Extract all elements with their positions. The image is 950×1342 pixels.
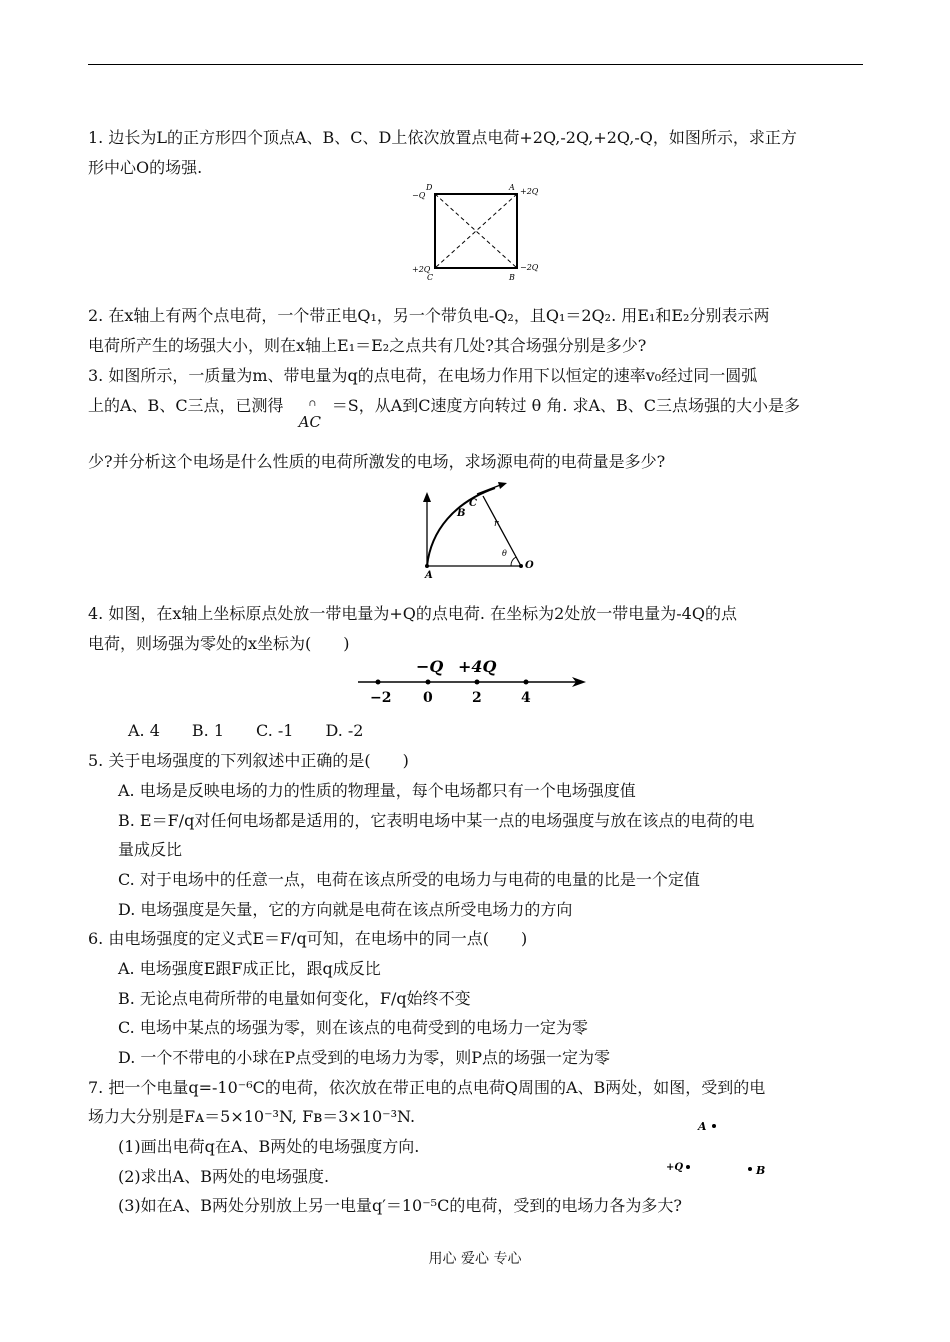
q5-option-b-line2: 量成反比 — [118, 840, 183, 859]
q5-stem: 5. 关于电场强度的下列叙述中正确的是( ) — [88, 751, 409, 770]
q6-option-a: A. 电场强度E跟F成正比，跟q成反比 — [118, 959, 381, 978]
point-o-label: O — [525, 560, 534, 571]
vertex-a-label: A — [509, 183, 515, 192]
q1-square-figure — [410, 182, 540, 282]
q7-line2: 场力大分别是Fᴀ＝5×10⁻³N, Fʙ＝3×10⁻³N. — [88, 1107, 416, 1126]
q3-line2-start: 上的A、B、C三点，已测得 — [88, 396, 284, 415]
radius-r-label: r — [494, 519, 499, 529]
q7-part2: (2)求出A、B两处的电场强度. — [118, 1167, 330, 1186]
charge-neg-q: −Q — [416, 657, 444, 676]
q6-option-d: D. 一个不带电的小球在P点受到的电场力为零，则P点的场强一定为零 — [118, 1048, 610, 1067]
q6-stem: 6. 由电场强度的定义式E＝F/q可知，在电场中的同一点( ) — [88, 929, 528, 948]
q5-option-b-line1: B. E＝F/q对任何电场都是适用的，它表明电场中某一点的电场强度与放在该点的电荷的电 — [118, 811, 755, 830]
vertex-d-label: D — [426, 183, 433, 192]
charge-a: +2Q — [520, 187, 539, 196]
tick-0: 0 — [423, 690, 433, 706]
tick-2: 2 — [472, 690, 482, 706]
q7-part3: (3)如在A、B两处分别放上另一电量q′＝10⁻⁵C的电荷，受到的电场力各为多大? — [118, 1196, 682, 1215]
q7-line1: 7. 把一个电量q=-10⁻⁶C的电荷，依次放在带正电的点电荷Q周围的A、B两处，如图，受到的电 — [88, 1078, 766, 1097]
point-b-dot — [748, 1167, 752, 1171]
q3-line2-end: ＝S，从A到C速度方向转过 θ 角. 求A、B、C三点场强的大小是多 — [331, 396, 801, 415]
header-rule — [88, 64, 863, 65]
q6-option-c: C. 电场中某点的场强为零，则在该点的电荷受到的电场力一定为零 — [118, 1018, 588, 1037]
charge-q-dot — [686, 1165, 690, 1169]
q5-option-a: A. 电场是反映电场的力的性质的物理量，每个电场都只有一个电场强度值 — [118, 781, 636, 800]
q7-points-figure — [660, 1112, 780, 1182]
point-b-label: B — [756, 1164, 766, 1177]
tick-4: 4 — [521, 690, 531, 706]
q5-option-c: C. 对于电场中的任意一点，电荷在该点所受的电场力与电荷的电量的比是一个定值 — [118, 870, 700, 889]
q4-axis-figure — [352, 654, 592, 708]
charge-c: +2Q — [412, 265, 431, 274]
page-footer: 用心 爱心 专心 — [428, 1251, 522, 1267]
charge-pos-4q: +4Q — [458, 657, 497, 676]
charge-q-label: +Q — [666, 1162, 684, 1173]
q3-arc-figure — [405, 480, 555, 580]
q6-option-b: B. 无论点电荷所带的电量如何变化，F/q始终不变 — [118, 989, 471, 1008]
q1-line2: 形中心O的场强. — [88, 158, 203, 177]
q2-line1: 2. 在x轴上有两个点电荷，一个带正电Q₁，另一个带负电-Q₂，且Q₁＝2Q₂. 用E₁和E₂分别表示两 — [88, 306, 770, 325]
tick-neg2: −2 — [370, 690, 392, 706]
point-a-label: A — [698, 1120, 707, 1133]
vertex-c-label: C — [427, 273, 434, 282]
angle-theta-label: θ — [502, 549, 507, 558]
point-b-label: B — [457, 508, 466, 519]
q2-line2: 电荷所产生的场强大小，则在x轴上E₁＝E₂之点共有几处?其合场强分别是多少? — [88, 336, 647, 355]
vertex-b-label: B — [509, 273, 515, 282]
q3-line3: 少?并分析这个电场是什么性质的电荷所激发的电场，求场源电荷的电荷量是多少? — [88, 452, 666, 471]
point-a-dot — [712, 1124, 716, 1128]
charge-b: −2Q — [520, 263, 539, 272]
q3-line1: 3. 如图所示，一质量为m、带电量为q的点电荷，在电场力作用下以恒定的速率v₀经过同一圆弧 — [88, 366, 758, 385]
q7-part1: (1)画出电荷q在A、B两处的电场强度方向. — [118, 1137, 420, 1156]
q4-line2: 电荷，则场强为零处的x坐标为( ) — [88, 634, 350, 653]
arc-ac-symbol: ∩ AC — [298, 399, 321, 431]
point-c-label: C — [469, 498, 477, 509]
q5-option-d: D. 电场强度是矢量，它的方向就是电荷在该点所受电场力的方向 — [118, 900, 573, 919]
q3-line2 — [88, 396, 801, 431]
q4-line1: 4. 如图，在x轴上坐标原点处放一带电量为+Q的点电荷. 在坐标为2处放一带电量为-4Q的点 — [88, 604, 737, 623]
q4-options: A. 4 B. 1 C. -1 D. -2 — [128, 721, 364, 740]
point-a-label: A — [425, 570, 433, 580]
q1-line1: 1. 边长为L的正方形四个顶点A、B、C、D上依次放置点电荷+2Q,-2Q,+2Q,-Q，如图所示，求正方 — [88, 128, 797, 147]
charge-d: −Q — [412, 191, 426, 200]
